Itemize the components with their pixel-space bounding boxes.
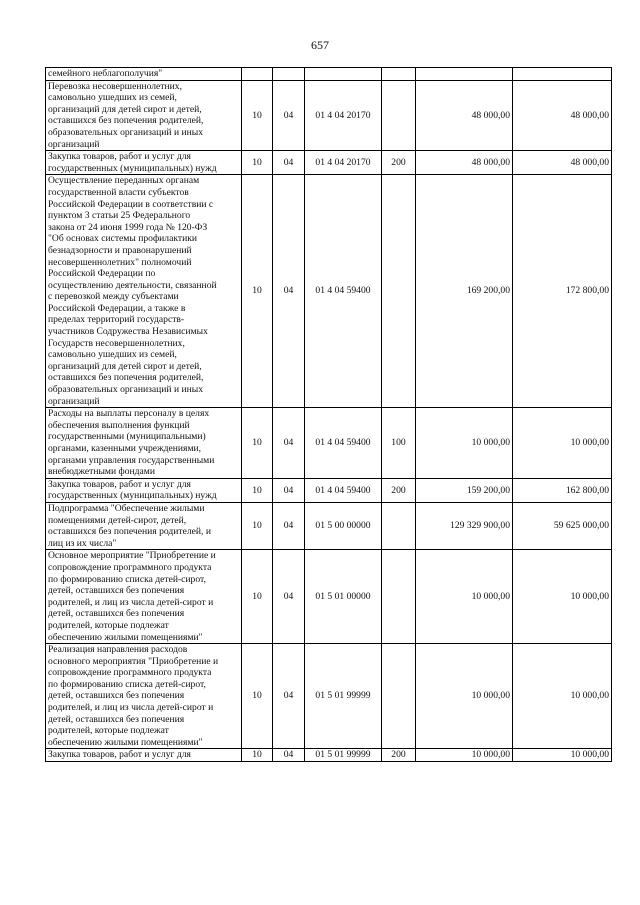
expense-name-cell: [46, 478, 242, 502]
expense-name-line: государственными (муниципальными): [48, 431, 206, 443]
expense-name-line: организаций для детей сирот и детей,: [48, 360, 202, 372]
target-article-cell: 01 4 04 59400: [305, 175, 382, 408]
amount-year1-cell: 10 000,00: [416, 749, 513, 762]
expense-type-cell: [382, 502, 416, 549]
expense-name-line: органами управления государственными: [48, 454, 215, 466]
amount-year1-cell: 10 000,00: [416, 644, 513, 749]
section-code-cell: 10: [242, 502, 273, 549]
expense-name-cell: [46, 644, 242, 749]
amount-year2-cell: [513, 68, 612, 81]
expense-name-line: Перевозка несовершеннолетних,: [48, 80, 182, 92]
section-code-cell: 10: [242, 175, 273, 408]
amount-year2-cell: 48 000,00: [513, 80, 612, 151]
subsection-code-cell: [273, 68, 305, 81]
expense-name-line: Подпрограмма "Обеспечение жилыми: [48, 502, 205, 514]
table-row: [46, 502, 612, 549]
expense-name-line: "Об основах системы профилактики: [48, 233, 198, 245]
expense-name-line: Закупка товаров, работ и услуг для: [48, 749, 191, 761]
amount-year1-cell: 129 329 900,00: [416, 502, 513, 549]
subsection-code-cell: 04: [273, 175, 305, 408]
target-article-cell: 01 4 04 20170: [305, 151, 382, 175]
amount-year2-cell: 48 000,00: [513, 151, 612, 175]
expense-name-cell: [46, 80, 242, 151]
expense-name-line: внебюджетными фондами: [48, 466, 155, 478]
subsection-code-cell: 04: [273, 502, 305, 549]
expense-name-line: Основное мероприятие "Приобретение и: [48, 550, 216, 562]
expense-name-line: сопровождение программного продукта: [48, 561, 212, 573]
amount-year2-cell: 162 800,00: [513, 478, 612, 502]
subsection-code-cell: 04: [273, 644, 305, 749]
target-article-cell: 01 5 01 00000: [305, 550, 382, 644]
expense-name-line: самовольно ушедших из семей,: [48, 92, 177, 104]
expense-name-line: Российской Федерации по: [48, 268, 156, 280]
section-code-cell: 10: [242, 644, 273, 749]
amount-year2-cell: 59 625 000,00: [513, 502, 612, 549]
table-row: [46, 550, 612, 644]
expense-name-line: родителей, и лиц из числа детей-сирот и: [48, 702, 214, 714]
expense-type-cell: 200: [382, 478, 416, 502]
table-row: [46, 68, 612, 81]
expense-name-line: осуществлению деятельности, связанной: [48, 279, 217, 291]
amount-year2-cell: 172 800,00: [513, 175, 612, 408]
amount-year2-cell: 10 000,00: [513, 644, 612, 749]
expense-name-line: Государств несовершеннолетних,: [48, 337, 185, 349]
section-code-cell: 10: [242, 408, 273, 479]
expense-name-line: родителей, и лиц из числа детей-сирот и: [48, 596, 214, 608]
amount-year2-cell: 10 000,00: [513, 749, 612, 762]
expense-type-cell: [382, 550, 416, 644]
amount-year1-cell: 48 000,00: [416, 151, 513, 175]
expense-name-line: сопровождение программного продукта: [48, 667, 212, 679]
section-code-cell: 10: [242, 478, 273, 502]
amount-year1-cell: 10 000,00: [416, 550, 513, 644]
expense-name-line: образовательных организаций и иных: [48, 126, 204, 138]
expense-name-line: семейного неблагополучия": [48, 68, 163, 79]
expense-name-line: Закупка товаров, работ и услуг для: [48, 478, 191, 490]
expense-name-line: оставшихся без попечения родителей, и: [48, 526, 211, 538]
expense-name-line: по формированию списка детей-сирот,: [48, 573, 206, 585]
expense-name-line: по формированию списка детей-сирот,: [48, 678, 206, 690]
expense-name-line: пунктом 3 статьи 25 Федерального: [48, 210, 191, 222]
target-article-cell: 01 4 04 20170: [305, 80, 382, 151]
table-row: [46, 80, 612, 151]
expense-name-cell: [46, 151, 242, 175]
expense-name-line: помещениями детей-сирот, детей,: [48, 514, 187, 526]
expense-name-line: организаций: [48, 138, 100, 150]
amount-year1-cell: 48 000,00: [416, 80, 513, 151]
expense-type-cell: [382, 68, 416, 81]
expense-name-line: участников Содружества Независимых: [48, 326, 208, 338]
expense-name-line: пределах территорий государств-: [48, 314, 185, 326]
expense-type-cell: 200: [382, 749, 416, 762]
expense-name-line: Российской Федерации, а также в: [48, 302, 186, 314]
expense-name-line: родителей, которые подлежат: [48, 725, 169, 737]
expense-name-line: организаций: [48, 395, 100, 407]
expense-name-line: образовательных организаций и иных: [48, 384, 204, 396]
expense-name-cell: [46, 550, 242, 644]
page-number: 657: [311, 38, 329, 52]
expense-name-line: закона от 24 июня 1999 года № 120-ФЗ: [48, 221, 208, 233]
expense-name-line: детей, оставшихся без попечения: [48, 690, 185, 702]
amount-year1-cell: 159 200,00: [416, 478, 513, 502]
expense-type-cell: [382, 175, 416, 408]
table-row: [46, 175, 612, 408]
amount-year2-cell: 10 000,00: [513, 550, 612, 644]
amount-year2-cell: 10 000,00: [513, 408, 612, 479]
target-article-cell: 01 4 04 59400: [305, 408, 382, 479]
table-row: [46, 749, 612, 762]
subsection-code-cell: 04: [273, 550, 305, 644]
amount-year1-cell: 169 200,00: [416, 175, 513, 408]
subsection-code-cell: 04: [273, 478, 305, 502]
expense-name-line: государственной власти субъектов: [48, 186, 189, 198]
expense-type-cell: [382, 80, 416, 151]
expense-name-cell: [46, 175, 242, 408]
expense-name-line: обеспечения выполнения функций: [48, 419, 190, 431]
table-row: [46, 151, 612, 175]
expense-name-line: организаций для детей сирот и детей,: [48, 103, 202, 115]
expense-name-line: родителей, которые подлежат: [48, 619, 169, 631]
expense-name-line: обеспечению жилыми помещениями": [48, 631, 203, 643]
expense-name-line: оставшихся без попечения родителей,: [48, 115, 204, 127]
subsection-code-cell: 04: [273, 749, 305, 762]
expense-type-cell: 200: [382, 151, 416, 175]
table-row: [46, 478, 612, 502]
expense-name-line: безнадзорности и правонарушений: [48, 244, 192, 256]
expense-name-line: обеспечению жилыми помещениями": [48, 736, 203, 748]
expense-name-line: государственных (муниципальных) нужд: [48, 162, 217, 174]
table-row: [46, 408, 612, 479]
subsection-code-cell: 04: [273, 80, 305, 151]
expense-name-line: государственных (муниципальных) нужд: [48, 490, 217, 502]
expense-name-line: основного мероприятия "Приобретение и: [48, 655, 219, 667]
section-code-cell: 10: [242, 151, 273, 175]
expense-name-line: Реализация направления расходов: [48, 644, 188, 656]
expense-type-cell: [382, 644, 416, 749]
table-body: [46, 68, 612, 762]
section-code-cell: 10: [242, 550, 273, 644]
expense-name-line: оставшихся без попечения родителей,: [48, 372, 204, 384]
target-article-cell: 01 5 01 99999: [305, 644, 382, 749]
expense-name-line: несовершеннолетних" полномочий: [48, 256, 192, 268]
section-code-cell: 10: [242, 749, 273, 762]
amount-year1-cell: [416, 68, 513, 81]
expense-name-line: лиц из их числа": [48, 537, 117, 549]
expense-name-line: Российской Федерации в соответствии с: [48, 198, 214, 210]
expense-name-line: Осуществление переданных органам: [48, 175, 200, 187]
subsection-code-cell: 04: [273, 408, 305, 479]
section-code-cell: 10: [242, 80, 273, 151]
expense-type-cell: 100: [382, 408, 416, 479]
expense-name-line: детей, оставшихся без попечения: [48, 608, 185, 620]
expense-name-line: самовольно ушедших из семей,: [48, 349, 177, 361]
table-row: [46, 644, 612, 749]
expense-name-line: детей, оставшихся без попечения: [48, 585, 185, 597]
amount-year1-cell: 10 000,00: [416, 408, 513, 479]
expense-name-line: детей, оставшихся без попечения: [48, 713, 185, 725]
expense-name-line: Расходы на выплаты персоналу в целях: [48, 408, 210, 420]
expense-name-line: с перевозкой между субъектами: [48, 291, 179, 303]
target-article-cell: 01 4 04 59400: [305, 478, 382, 502]
expense-name-cell: [46, 408, 242, 479]
expense-name-cell: [46, 749, 242, 762]
expense-name-line: органами, казенными учреждениями,: [48, 443, 202, 454]
expense-name-line: Закупка товаров, работ и услуг для: [48, 151, 191, 163]
subsection-code-cell: 04: [273, 151, 305, 175]
section-code-cell: [242, 68, 273, 81]
expense-name-cell: [46, 502, 242, 549]
target-article-cell: 01 5 01 99999: [305, 749, 382, 762]
expense-name-cell: [46, 68, 242, 81]
budget-table: [45, 67, 612, 762]
target-article-cell: 01 5 00 00000: [305, 502, 382, 549]
target-article-cell: [305, 68, 382, 81]
